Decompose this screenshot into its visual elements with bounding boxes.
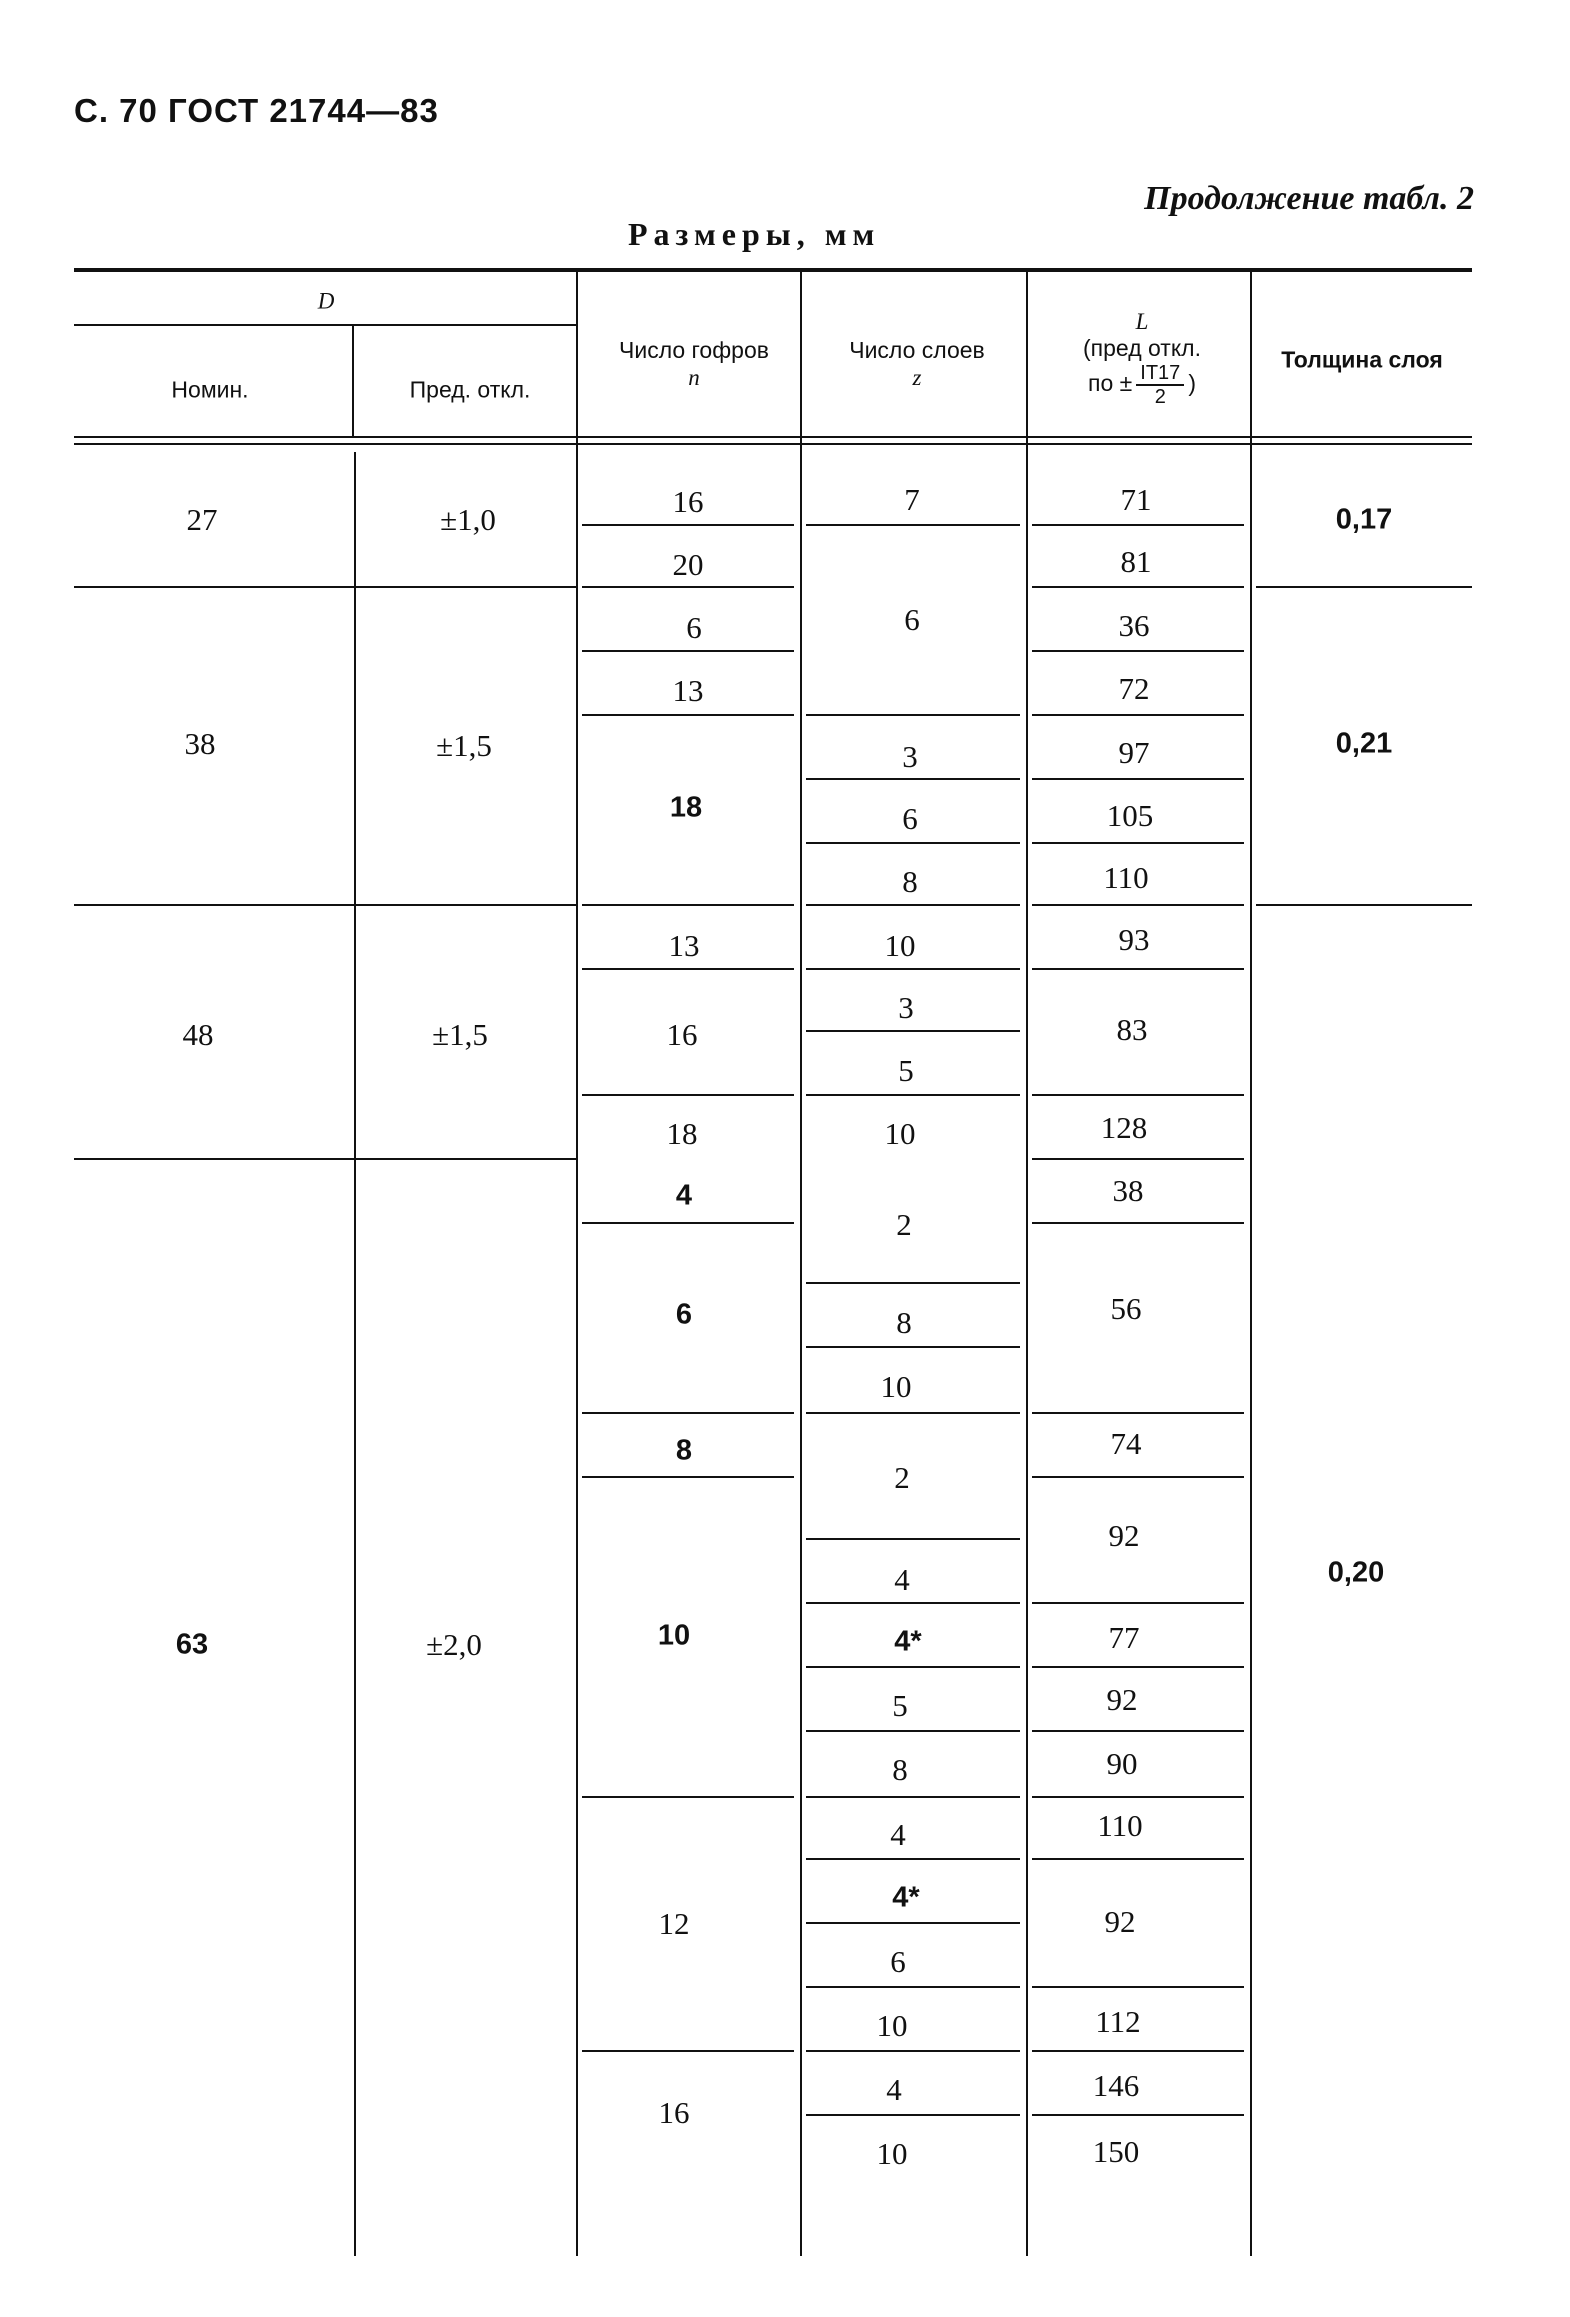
z-rule — [806, 2114, 1020, 2116]
l-rule — [1032, 1476, 1244, 1478]
l-rule — [1032, 842, 1244, 844]
header-nominal: Номин. — [171, 376, 249, 403]
header-n-symbol: n — [688, 365, 700, 390]
l-rule — [1032, 2050, 1244, 2052]
l-cell: 56 — [1110, 1291, 1142, 1326]
header-l-frac-den: 2 — [1154, 386, 1166, 408]
n-rule — [582, 1476, 794, 1478]
n-cell: 10 — [657, 1619, 691, 1652]
z-cell: 10 — [876, 2008, 908, 2043]
l-cell: 72 — [1118, 671, 1150, 706]
header-n — [604, 337, 784, 391]
table-top-rule — [74, 268, 1472, 272]
l-rule — [1032, 524, 1244, 526]
z-cell: 10 — [876, 2136, 908, 2171]
table-continuation-label: Продолжение табл. 2 — [1144, 180, 1474, 217]
z-cell: 8 — [896, 1305, 912, 1340]
z-cell: 10 — [880, 1369, 912, 1404]
units-caption: Размеры, мм — [628, 216, 881, 252]
z-cell: 2 — [894, 1460, 910, 1495]
l-rule — [1032, 650, 1244, 652]
n-rule — [582, 714, 794, 716]
d-tolerance-cell: ±2,0 — [426, 1627, 482, 1662]
n-rule — [582, 1796, 794, 1798]
l-rule — [1032, 904, 1244, 906]
z-rule — [806, 1796, 1020, 1798]
n-cell: 18 — [669, 791, 703, 824]
header-z-title: Число слоев — [849, 337, 985, 363]
l-cell: 81 — [1120, 544, 1152, 579]
z-cell: 2 — [896, 1207, 912, 1242]
header-l-note: (пред откл. — [1083, 335, 1201, 361]
z-rule — [806, 1094, 1020, 1096]
header-l-fraction — [1136, 362, 1184, 408]
n-cell: 18 — [666, 1116, 698, 1151]
n-rule — [582, 524, 794, 526]
l-rule — [1032, 1858, 1244, 1860]
n-cell: 6 — [675, 1298, 693, 1331]
header-l-prefix: по ± — [1088, 370, 1133, 397]
z-cell: 4 — [894, 1562, 910, 1597]
z-cell: 8 — [902, 864, 918, 899]
n-cell: 16 — [666, 1017, 698, 1052]
l-cell: 112 — [1095, 2004, 1141, 2039]
z-rule — [806, 842, 1020, 844]
header-z — [827, 337, 1007, 391]
thickness-rule — [1256, 586, 1472, 588]
l-rule — [1032, 1602, 1244, 1604]
n-rule — [582, 2050, 794, 2052]
l-rule — [1032, 1094, 1244, 1096]
l-cell: 74 — [1110, 1426, 1142, 1461]
n-cell: 16 — [658, 2095, 690, 2130]
header-bottom-rule — [74, 436, 1472, 438]
l-rule — [1032, 968, 1244, 970]
col-divider-1 — [354, 452, 356, 2256]
l-cell: 36 — [1118, 608, 1150, 643]
header-thickness — [1272, 347, 1452, 374]
d-nominal-cell: 27 — [186, 502, 218, 537]
z-cell: 3 — [902, 739, 918, 774]
n-rule — [582, 586, 794, 588]
l-cell: 150 — [1092, 2134, 1140, 2169]
l-rule — [1032, 778, 1244, 780]
n-rule — [582, 1094, 794, 1096]
z-cell: 6 — [902, 801, 918, 836]
l-rule — [1032, 1986, 1244, 1988]
header-l-formula — [1032, 362, 1252, 408]
z-rule — [806, 1538, 1020, 1540]
n-cell: 12 — [658, 1906, 690, 1941]
d-row-rule — [74, 1158, 576, 1160]
l-rule — [1032, 1222, 1244, 1224]
n-rule — [582, 650, 794, 652]
col-divider-4 — [1026, 272, 1028, 2256]
n-rule — [582, 904, 794, 906]
header-bottom-rule-2 — [74, 443, 1472, 445]
z-rule — [806, 1030, 1020, 1032]
d-nominal-cell: 48 — [182, 1017, 214, 1052]
d-nominal-cell: 63 — [175, 1628, 209, 1661]
z-rule — [806, 2050, 1020, 2052]
z-rule — [806, 1922, 1020, 1924]
z-cell: 4 — [890, 1817, 906, 1852]
header-l-suffix: ) — [1188, 370, 1196, 397]
header-l-symbol: L — [1135, 309, 1149, 334]
l-cell: 71 — [1120, 482, 1152, 517]
n-cell: 16 — [672, 484, 704, 519]
l-cell: 77 — [1108, 1620, 1140, 1655]
l-rule — [1032, 1730, 1244, 1732]
z-rule — [806, 714, 1020, 716]
d-tolerance-cell: ±1,5 — [432, 1017, 488, 1052]
d-group-rule — [74, 324, 576, 326]
d-nominal-cell: 38 — [184, 726, 216, 761]
n-rule — [582, 968, 794, 970]
l-rule — [1032, 714, 1244, 716]
l-cell: 92 — [1104, 1904, 1136, 1939]
d-row-rule — [74, 586, 576, 588]
l-rule — [1032, 2114, 1244, 2116]
z-cell: 6 — [904, 602, 920, 637]
n-cell: 4 — [675, 1179, 693, 1212]
d-tolerance-cell: ±1,0 — [440, 502, 496, 537]
l-rule — [1032, 1796, 1244, 1798]
l-cell: 93 — [1118, 922, 1150, 957]
z-rule — [806, 1858, 1020, 1860]
l-rule — [1032, 586, 1244, 588]
l-cell: 38 — [1112, 1173, 1144, 1208]
z-rule — [806, 1730, 1020, 1732]
n-rule — [582, 1412, 794, 1414]
header-z-symbol: z — [912, 365, 922, 390]
header-thickness-title: Толщина слоя — [1281, 346, 1443, 373]
z-cell: 5 — [898, 1053, 914, 1088]
page-header: С. 70 ГОСТ 21744—83 — [74, 92, 439, 129]
header-d: D — [317, 288, 335, 314]
z-rule — [806, 1666, 1020, 1668]
z-cell: 4* — [894, 1625, 922, 1658]
l-cell: 92 — [1108, 1518, 1140, 1553]
header-n-title: Число гофров — [619, 337, 769, 363]
n-cell: 20 — [672, 547, 704, 582]
l-cell: 110 — [1097, 1808, 1143, 1843]
z-cell: 4* — [892, 1881, 920, 1914]
l-rule — [1032, 1666, 1244, 1668]
z-cell: 8 — [892, 1752, 908, 1787]
l-cell: 90 — [1106, 1746, 1138, 1781]
z-rule — [806, 968, 1020, 970]
z-cell: 3 — [898, 990, 914, 1025]
d-tolerance-cell: ±1,5 — [436, 728, 492, 763]
z-rule — [806, 1282, 1020, 1284]
z-cell: 10 — [884, 1116, 916, 1151]
col-divider-5 — [1250, 272, 1252, 2256]
l-cell: 105 — [1106, 798, 1154, 833]
n-cell: 6 — [686, 610, 702, 645]
n-cell: 13 — [668, 928, 700, 963]
l-cell: 92 — [1106, 1682, 1138, 1717]
thickness-cell: 0,17 — [1335, 503, 1393, 536]
thickness-cell: 0,21 — [1335, 727, 1393, 760]
z-rule — [806, 778, 1020, 780]
l-cell: 146 — [1092, 2068, 1140, 2103]
n-cell: 13 — [672, 673, 704, 708]
l-rule — [1032, 1158, 1244, 1160]
z-cell: 4 — [886, 2072, 902, 2107]
z-cell: 10 — [884, 928, 916, 963]
header-l-frac-num: IT17 — [1136, 362, 1184, 386]
col-divider-2 — [576, 272, 578, 2256]
col-divider-1-head — [352, 326, 354, 436]
z-cell: 7 — [904, 482, 920, 517]
l-cell: 97 — [1118, 735, 1150, 770]
l-cell: 83 — [1116, 1012, 1148, 1047]
thickness-rule — [1256, 904, 1472, 906]
z-rule — [806, 1412, 1020, 1414]
z-rule — [806, 1986, 1020, 1988]
col-divider-3 — [800, 272, 802, 2256]
l-rule — [1032, 1412, 1244, 1414]
z-cell: 6 — [890, 1944, 906, 1979]
z-rule — [806, 1602, 1020, 1604]
l-cell: 110 — [1103, 860, 1149, 895]
n-rule — [582, 1222, 794, 1224]
n-cell: 8 — [675, 1434, 693, 1467]
z-rule — [806, 1346, 1020, 1348]
z-cell: 5 — [892, 1688, 908, 1723]
l-cell: 128 — [1100, 1110, 1148, 1145]
d-row-rule — [74, 904, 576, 906]
thickness-cell: 0,20 — [1327, 1556, 1385, 1589]
header-l — [1032, 308, 1252, 408]
header-tolerance: Пред. откл. — [409, 376, 531, 403]
z-rule — [806, 904, 1020, 906]
z-rule — [806, 524, 1020, 526]
